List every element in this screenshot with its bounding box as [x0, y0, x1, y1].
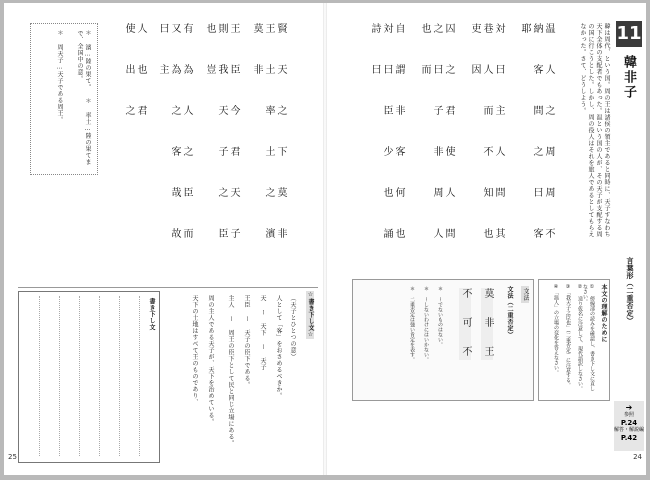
notes-box	[30, 23, 98, 175]
ref-label: 参照	[623, 412, 634, 418]
memo-rule	[99, 296, 100, 456]
translation-line-6: 周の主人である天子が、天下を治めている。	[207, 295, 214, 425]
right-page	[326, 3, 646, 475]
memo-rule	[119, 296, 120, 456]
kanbun-line-4: 人 也 君 使 出 之	[123, 23, 146, 125]
grammar-example-1: 莫 非 王	[482, 288, 493, 360]
translation-line-5: 主人 ー 周王の臣下として民と同じ立場にある。	[227, 295, 234, 447]
book-spread	[4, 3, 646, 475]
translation-line-1: （天子とひとつの意）	[289, 295, 296, 360]
grammar-note-2: ＊ 〜しないわけにはいかない。	[423, 286, 429, 362]
memo-rule	[139, 296, 140, 456]
grammar-note-3: ＊ 二重否定は強い肯定を表す。	[409, 286, 415, 362]
ref-label-2: 解答・解説編	[614, 427, 645, 433]
kanbun-line-8: 自 謂 非 客 何 也 対 曰 臣 少 也 誦 詩 曰	[369, 23, 404, 248]
translation-line-4: 王臣 ー 天子の臣下である。	[243, 295, 250, 388]
grammar-title: 文法（二重否定）	[506, 286, 513, 338]
memo-rule	[79, 296, 80, 456]
section-title: 言葉形（二重否定）	[626, 257, 634, 325]
lesson-number-badge: 11	[616, 21, 642, 47]
translation-area	[164, 291, 314, 461]
note-1: ＊ 濱…陸の果て。 ＊ 率土…陸の果てまで、全国中の意。	[76, 30, 91, 165]
arrow-icon: ➔	[625, 403, 633, 412]
grammar-label: 文法	[522, 288, 529, 301]
memo-box	[18, 291, 160, 463]
translation-line-3: 天 ー 天下 ー 天子	[259, 295, 266, 371]
translation-line-2: 人として「客」をおさめるべきか。	[275, 295, 282, 399]
note-2: ＊ 周天子…天子である周王。	[56, 30, 63, 123]
goal-1: ① 傍線部の読みを確認し、書き下し文に直しなさい。	[582, 284, 595, 391]
left-page	[4, 3, 324, 475]
grammar-box	[352, 279, 534, 401]
ref-page-1: P.24	[620, 419, 638, 427]
kanbun-line-5: 温 人 之 周 周 不 納 客 問 之 曰 客 耶	[519, 23, 554, 248]
goal-2: ② 送り仮名に注意して、現代語訳しなさい。	[577, 284, 583, 391]
page-number-left: 25	[8, 453, 17, 461]
translation-line-7: 天下の土地はすべて王のものであり、	[191, 295, 198, 406]
goals-heading: 本文の理解のために	[600, 284, 607, 343]
intro-text: 韓は周代、という国。周の王は諸侯の領主であると同時に、天子すなわち天下全体の支配者でもあった。温という国の人が、その天子が支配する周の国に行こうとした。しかし、周の役人はそれを旅人であるとしてもらえなかった。さて、どうしよう。	[579, 23, 610, 238]
divider	[18, 287, 318, 288]
kanbun-line-2: 王 臣 今 君 天 子 則 我 天 子 之 臣 也 豈	[204, 23, 239, 248]
kanbun-line-3: 有 為 人 之 臣 而 又 為 之 客 哉 故 曰 主	[157, 23, 192, 248]
goal-4: ④「温人」の立場の変化を答えなさい。	[553, 284, 559, 375]
grammar-example-2: 不 可 不	[460, 288, 471, 360]
memo-rule	[59, 296, 60, 456]
kanbun-line-7: 囚 之 君 使 人 問 之 曰 子 非 周 人 也 而	[419, 23, 454, 248]
page-number-right: 24	[633, 453, 642, 461]
memo-label: 書き下し文	[148, 298, 155, 331]
grammar-note-1: ＊ 〜でないものはない。	[437, 286, 443, 347]
kanbun-line-6: 対 曰 主 人 問 其 巷 人 而 不 知 也 吏 因	[469, 23, 504, 248]
work-title: ☆書き下し文☆	[307, 291, 314, 339]
memo-rule	[39, 296, 40, 456]
ref-page-2: P.42	[620, 434, 638, 442]
kanbun-line-1: 賢 天 之 下 莫 非 王 土 率 土 之 濱 莫 非	[251, 23, 286, 248]
goal-3: ③「我天子之臣也」（二重否定）に注意する。	[565, 284, 571, 388]
reference-box	[614, 401, 644, 451]
lesson-title: 韓非子	[621, 55, 636, 100]
goals-box	[538, 279, 610, 401]
